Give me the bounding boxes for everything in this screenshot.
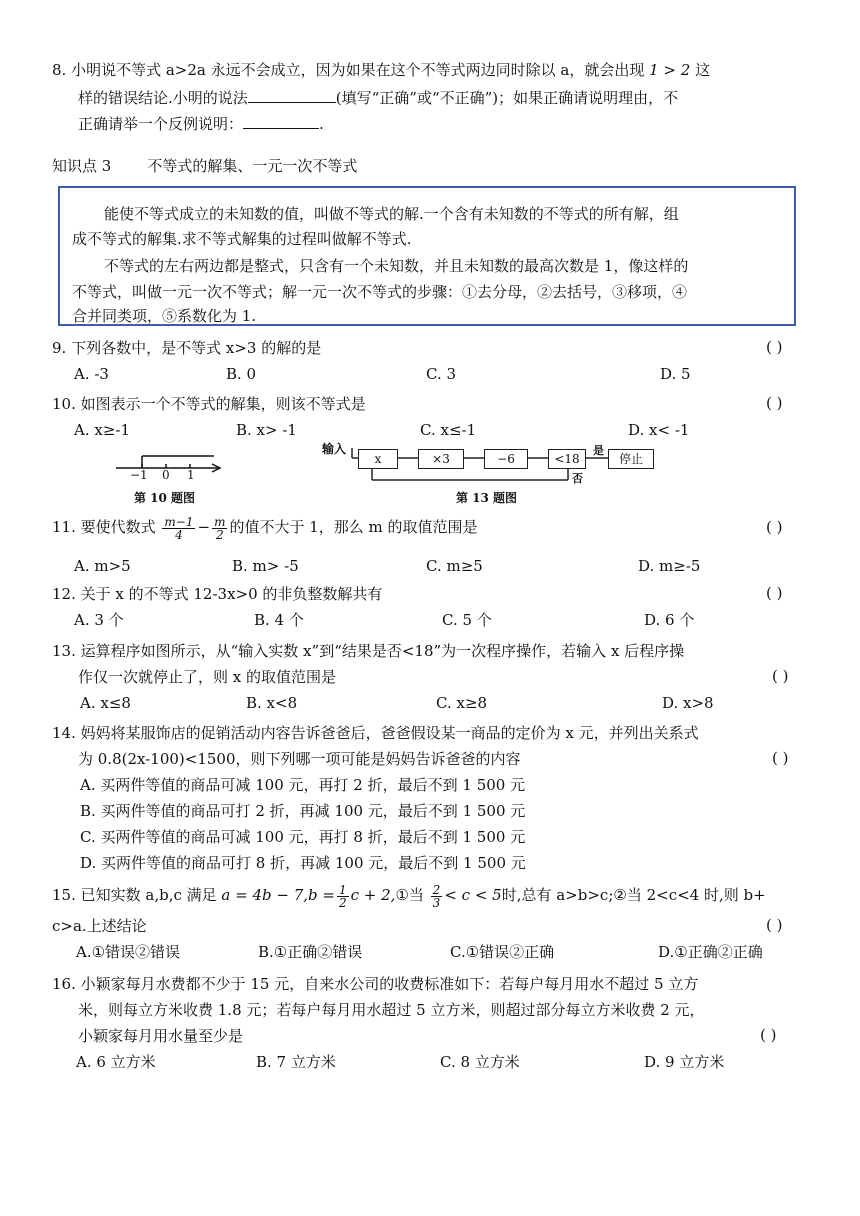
section-label: 知识点 3	[52, 157, 112, 175]
q12-option-a[interactable]: A. 3 个	[74, 611, 124, 629]
fig10-caption: 第 10 题图	[134, 491, 196, 505]
q14-option-c[interactable]: C. 买两件等值的商品可减 100 元，再打 8 折，最后不到 1 500 元	[80, 828, 526, 846]
q8-line2: 样的错误结论.小明的说法 (填写“正确”或“不正确”)；如果正确请说明理由，不	[78, 86, 678, 108]
q14-line1: 14. 妈妈将某服饰店的促销活动内容告诉爸爸后，爸爸假设某一商品的定价为 x 元，并列出关系式	[52, 724, 699, 742]
q8-example-blank[interactable]	[243, 112, 319, 129]
fig13-yes-label: 是	[593, 444, 604, 457]
q10-stem: 10. 如图表示一个不等式的解集，则该不等式是	[52, 395, 366, 413]
box-line-5: 合并同类项，⑤系数化为 1.	[72, 307, 257, 325]
q9-option-c[interactable]: C. 3	[426, 365, 457, 383]
q12-option-b[interactable]: B. 4 个	[254, 611, 304, 629]
q11-fraction-1: $\frac{m-1}{4}$	[164, 514, 194, 542]
q11-option-a[interactable]: A. m>5	[74, 557, 131, 575]
q15-fraction-half: $\frac{1}{2}$	[338, 882, 347, 910]
q16-line3: 小颖家每月用水量至少是	[78, 1027, 244, 1045]
q9-answer-paren[interactable]: ( )	[766, 338, 783, 356]
q10-option-d[interactable]: D. x< -1	[628, 421, 690, 439]
section-header	[52, 156, 357, 176]
q16-option-b[interactable]: B. 7 立方米	[256, 1053, 336, 1071]
q13-line1: 13. 运算程序如图所示，从“输入实数 x”到“结果是否<18”为一次程序操作，若输入 x 后程序操	[52, 642, 685, 660]
q13-option-d[interactable]: D. x>8	[662, 694, 714, 712]
q12-stem: 12. 关于 x 的不等式 12-3x>0 的非负整数解共有	[52, 585, 383, 603]
q16-option-c[interactable]: C. 8 立方米	[440, 1053, 520, 1071]
q13-option-b[interactable]: B. x<8	[246, 694, 298, 712]
q8-line1: 8. 小明说不等式 a>2a 永远不会成立，因为如果在这个不等式两边同时除以 a，就会出现 1 > 2 这	[52, 61, 711, 79]
box-line-4: 不等式，叫做一元一次不等式；解一元一次不等式的步骤：①去分母，②去括号，③移项，④	[72, 283, 688, 301]
q8-line3: 正确请举一个反例说明： .	[78, 112, 324, 134]
q11-fraction-2: $\frac{m}{2}$	[214, 514, 226, 542]
q16-answer-paren[interactable]: ( )	[760, 1026, 777, 1044]
q14-option-b[interactable]: B. 买两件等值的商品可打 2 折，再减 100 元，最后不到 1 500 元	[80, 802, 526, 820]
q9-option-b[interactable]: B. 0	[226, 365, 257, 383]
section-title: 不等式的解集、一元一次不等式	[147, 157, 358, 175]
box-line-1: 能使不等式成立的未知数的值，叫做不等式的解.一个含有未知数的不等式的所有解，组	[104, 205, 679, 223]
q16-option-a[interactable]: A. 6 立方米	[76, 1053, 156, 1071]
q12-option-c[interactable]: C. 5 个	[442, 611, 492, 629]
fig13-box-stop: 停止	[608, 449, 654, 469]
fig13-caption: 第 13 题图	[456, 491, 518, 505]
q8-answer-blank[interactable]	[248, 86, 336, 103]
q14-line2: 为 0.8(2x-100)<1500，则下列哪一项可能是妈妈告诉爸爸的内容	[78, 750, 521, 768]
fig10-tick-1: 1	[187, 468, 195, 482]
q11-option-c[interactable]: C. m≥5	[426, 557, 483, 575]
q13-line2: 作仅一次就停止了，则 x 的取值范围是	[78, 668, 336, 686]
q14-option-d[interactable]: D. 买两件等值的商品可打 8 折，再减 100 元，最后不到 1 500 元	[80, 854, 526, 872]
q14-answer-paren[interactable]: ( )	[772, 749, 789, 767]
q9-option-a[interactable]: A. -3	[74, 365, 109, 383]
q10-option-a[interactable]: A. x≥-1	[74, 421, 131, 439]
q16-option-d[interactable]: D. 9 立方米	[644, 1053, 725, 1071]
q15-option-c[interactable]: C.①错误②正确	[450, 943, 555, 961]
q10-answer-paren[interactable]: ( )	[766, 394, 783, 412]
q12-option-d[interactable]: D. 6 个	[644, 611, 695, 629]
box-line-2: 成不等式的解集.求不等式解集的过程叫做解不等式.	[72, 230, 412, 248]
q10-option-b[interactable]: B. x> -1	[236, 421, 297, 439]
q11-option-b[interactable]: B. m> -5	[232, 557, 299, 575]
q15-line1: 15. 已知实数 a,b,c 满足 a = 4b − 7,b = $\frac{1}{2}$ c + 2,①当 $\frac{2}{3}$ < c < 5时,总有 a>b>c;②当 2<c<4 时,则 b+	[52, 882, 766, 910]
q16-line1: 16. 小颖家每月水费都不少于 15 元，自来水公司的收费标准如下：若每户每月用水不超过 5 立方	[52, 975, 699, 993]
box-line-3: 不等式的左右两边都是整式，只含有一个未知数，并且未知数的最高次数是 1，像这样的	[104, 257, 689, 275]
fig13-input-label: 输入	[322, 442, 347, 456]
q15-answer-paren[interactable]: ( )	[766, 916, 783, 934]
q9-stem: 9. 下列各数中，是不等式 x>3 的解的是	[52, 339, 322, 357]
fig13-no-label: 否	[572, 472, 583, 485]
q13-option-c[interactable]: C. x≥8	[436, 694, 488, 712]
fig13-box-compare: <18	[548, 449, 586, 469]
q13-answer-paren[interactable]: ( )	[772, 667, 789, 685]
q13-option-a[interactable]: A. x≤8	[80, 694, 131, 712]
q15-option-a[interactable]: A.①错误②错误	[76, 943, 181, 961]
q14-option-a[interactable]: A. 买两件等值的商品可减 100 元，再打 2 折，最后不到 1 500 元	[80, 776, 526, 794]
fig10-tick-0: 0	[162, 468, 170, 482]
q11-answer-paren[interactable]: ( )	[766, 518, 783, 536]
q11-option-d[interactable]: D. m≥-5	[638, 557, 701, 575]
q12-answer-paren[interactable]: ( )	[766, 584, 783, 602]
fig13-box-multiply: ×3	[418, 449, 464, 469]
q9-option-d[interactable]: D. 5	[660, 365, 691, 383]
fig13-box-x: x	[358, 449, 398, 469]
q11-stem: 11. 要使代数式 $\frac{m-1}{4}$ − $\frac{m}{2}$ 的值不大于 1，那么 m 的取值范围是	[52, 514, 478, 542]
fig10-tick-neg1: −1	[130, 468, 148, 482]
q15-option-b[interactable]: B.①正确②错误	[258, 943, 363, 961]
q15-line2: c>a.上述结论	[52, 917, 147, 935]
fig13-box-subtract: −6	[484, 449, 528, 469]
q15-option-d[interactable]: D.①正确②正确	[658, 943, 763, 961]
q15-fraction-two-thirds: $\frac{2}{3}$	[432, 882, 441, 910]
q10-option-c[interactable]: C. x≤-1	[420, 421, 477, 439]
q16-line2: 米，则每立方米收费 1.8 元；若每户每月用水超过 5 立方米，则超过部分每立方米收费 2 元，	[78, 1001, 705, 1019]
